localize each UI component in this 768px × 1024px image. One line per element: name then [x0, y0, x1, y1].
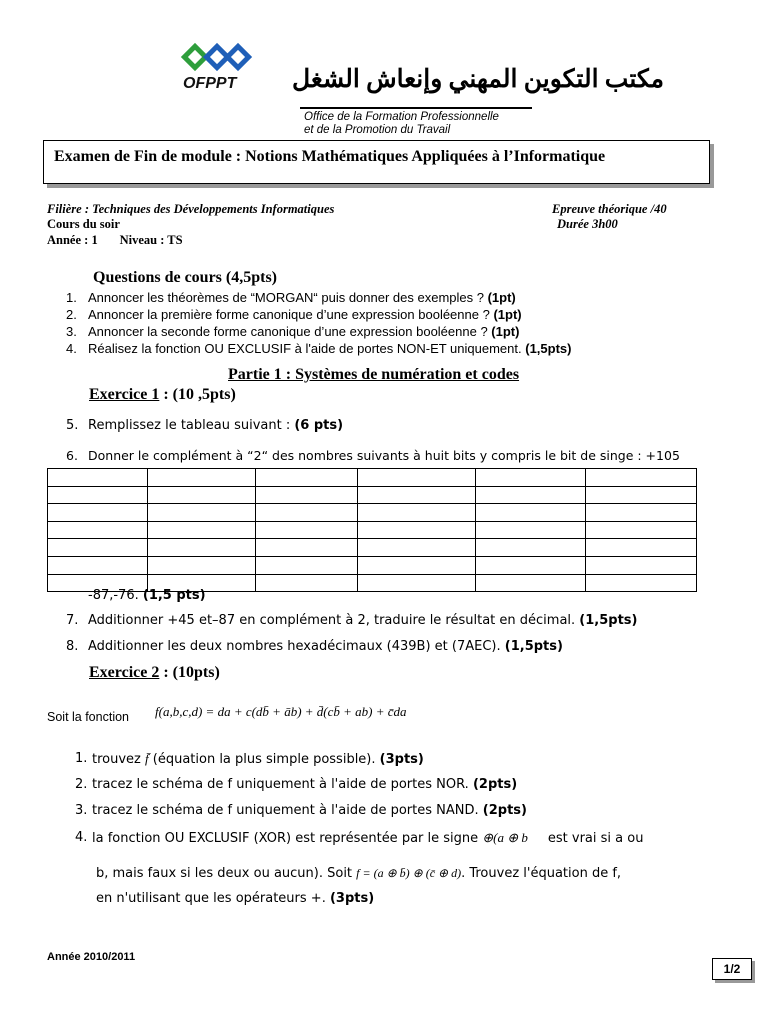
table-cell[interactable]	[256, 469, 358, 487]
question-text: Donner le complément à “2“ des nombres suivants à huit bits y compris le bit de singe : +105	[88, 448, 680, 463]
epreuve: Epreuve théorique /40	[552, 202, 667, 216]
question-text-body: b, mais faux si les deux ou aucun). Soit	[96, 866, 357, 881]
table-cell[interactable]	[148, 521, 256, 539]
question-text-body: Annoncer la seconde forme canonique d’une expression booléenne ?	[88, 324, 492, 339]
logo-blue-diamond-2	[224, 43, 252, 71]
question-text-body: Additionner +45 et–87 en complément à 2, traduire le résultat en décimal.	[88, 613, 580, 628]
question-text-body: Annoncer la première forme canonique d’une expression booléenne ?	[88, 307, 494, 322]
table-cell[interactable]	[358, 574, 476, 592]
table-cell[interactable]	[148, 504, 256, 522]
question-text-body: Réalisez la fonction OU EXCLUSIF à l'aide de portes NON-ET uniquement.	[88, 341, 526, 356]
question-text-pre: trouvez	[92, 752, 145, 767]
exam-title-box	[43, 140, 710, 184]
question-text	[92, 803, 527, 818]
table-cell[interactable]	[48, 521, 148, 539]
question-6-continued	[88, 588, 206, 603]
table-cell[interactable]	[586, 539, 697, 557]
table-cell[interactable]	[358, 521, 476, 539]
table-row	[48, 469, 697, 487]
table-cell[interactable]	[476, 539, 586, 557]
question-text	[88, 341, 571, 356]
question-2	[66, 307, 522, 322]
question-text	[88, 639, 563, 654]
question-text	[88, 324, 519, 339]
table-row	[48, 539, 697, 557]
table-cell[interactable]	[256, 556, 358, 574]
annee-niveau: Année : 1 Niveau : TS	[47, 233, 183, 247]
question-6	[66, 448, 680, 463]
exam-title: Examen de Fin de module : Notions Mathématiques Appliquées à l’Informatique	[54, 148, 606, 165]
table-cell[interactable]	[358, 556, 476, 574]
question-points: (3pts)	[379, 752, 424, 767]
question-7	[66, 613, 638, 628]
table-cell[interactable]	[586, 556, 697, 574]
question-points: (1pt)	[491, 324, 520, 339]
soit-la-fonction: Soit la fonction	[47, 710, 129, 724]
page-number: 1/2	[712, 958, 752, 980]
exercice2-heading	[89, 664, 220, 682]
table-cell[interactable]	[358, 469, 476, 487]
question-1	[66, 290, 516, 305]
table-cell[interactable]	[48, 556, 148, 574]
question-points: (1,5 pts)	[142, 588, 206, 603]
question-points: (1pt)	[487, 290, 516, 305]
conversion-table	[47, 468, 697, 592]
exercise2-question-2	[75, 777, 518, 792]
exercice2-points: : (10pts)	[159, 664, 220, 681]
f-bar-symbol: f̄	[145, 751, 149, 766]
cours-du-soir: Cours du soir	[47, 217, 120, 231]
question-text-body: tracez le schéma de f uniquement à l'aide de portes NAND.	[92, 803, 483, 818]
table-cell[interactable]	[148, 469, 256, 487]
question-points: (1,5pts)	[579, 613, 638, 628]
table-row	[48, 521, 697, 539]
question-text-body: Annoncer les théorèmes de “MORGAN“ puis donner des exemples ?	[88, 290, 488, 305]
question-text	[88, 613, 637, 628]
question-points: (1pt)	[493, 307, 522, 322]
office-line-1: Office de la Formation Professionnelle	[304, 111, 499, 123]
table-cell[interactable]	[586, 469, 697, 487]
f-xor-formula: f = (a ⊕ b̄) ⊕ (c̄ ⊕ d)	[356, 866, 462, 880]
question-number: 5.	[66, 418, 79, 433]
questions-cours-title: Questions de cours (4,5pts)	[93, 269, 278, 286]
table-cell[interactable]	[148, 556, 256, 574]
table-cell[interactable]	[586, 574, 697, 592]
question-text-tail: . Trouvez l'équation de f,	[461, 866, 622, 881]
question-text	[92, 751, 424, 767]
duree: Durée 3h00	[557, 217, 618, 231]
table-cell[interactable]	[48, 504, 148, 522]
table-cell[interactable]	[476, 504, 586, 522]
question-text	[92, 777, 517, 792]
question-points: (3pts)	[329, 891, 375, 906]
filiere: Filière : Techniques des Développements Informatiques	[47, 202, 335, 216]
question-number: 8.	[66, 639, 79, 654]
question-4	[66, 341, 572, 356]
question-text-body: la fonction OU EXCLUSIF (XOR) est représentée par le signe	[92, 831, 483, 846]
partie1-title: Partie 1 : Systèmes de numération et codes	[228, 366, 520, 383]
table-cell[interactable]	[148, 486, 256, 504]
table-cell[interactable]	[256, 504, 358, 522]
table-cell[interactable]	[256, 521, 358, 539]
table-cell[interactable]	[256, 574, 358, 592]
question-number: 2.	[66, 307, 77, 322]
question-5	[66, 418, 344, 433]
question-text-body: Remplissez le tableau suivant :	[88, 418, 295, 433]
question-points: (2pts)	[472, 777, 518, 792]
table-cell[interactable]	[476, 486, 586, 504]
table-cell[interactable]	[256, 539, 358, 557]
question-points: (2pts)	[482, 803, 527, 818]
footer-year: Année 2010/2011	[47, 951, 136, 963]
question-number: 1.	[75, 751, 88, 766]
table-cell[interactable]	[148, 539, 256, 557]
exercice1-points: : (10 ,5pts)	[159, 386, 236, 403]
question-points: (6 pts)	[294, 418, 344, 433]
question-text-body: Additionner les deux nombres hexadécimaux (439B) et (7AEC).	[88, 639, 505, 654]
table-cell[interactable]	[586, 504, 697, 522]
xor-symbol: ⊕(a ⊕ b	[482, 830, 528, 845]
question-8	[66, 639, 563, 654]
question-number: 4.	[66, 341, 77, 356]
question-number: 6.	[66, 448, 78, 463]
table-cell[interactable]	[476, 521, 586, 539]
exercise2-question-1	[75, 751, 424, 767]
header-rule	[300, 107, 532, 109]
table-cell[interactable]	[48, 469, 148, 487]
logo-text: OFPPT	[183, 75, 237, 92]
question-3	[66, 324, 520, 339]
question-4-line-1	[75, 830, 644, 846]
table-row	[48, 556, 697, 574]
table-cell[interactable]	[358, 486, 476, 504]
question-text	[88, 290, 516, 305]
question-points: (1,5pts)	[504, 639, 563, 654]
table-cell[interactable]	[476, 574, 586, 592]
question-text	[88, 307, 522, 322]
table-cell[interactable]	[358, 504, 476, 522]
question-number: 3.	[66, 324, 77, 339]
table-row	[48, 504, 697, 522]
table-cell[interactable]	[476, 469, 586, 487]
table-cell[interactable]	[256, 486, 358, 504]
table-cell[interactable]	[476, 556, 586, 574]
exercice1-heading	[89, 386, 236, 404]
question-text	[88, 418, 343, 433]
question-4-line-2	[96, 866, 621, 881]
table-row	[48, 486, 697, 504]
question-text-body: en n'utilisant que les opérateurs +.	[96, 891, 330, 906]
office-line-2: et de la Promotion du Travail	[304, 124, 451, 136]
arabic-title: مكتب التكوين المهني وإنعاش الشغل	[292, 66, 665, 93]
table-cell[interactable]	[358, 539, 476, 557]
question-text-tail: est vrai si a ou	[547, 831, 644, 846]
question-text	[92, 830, 643, 846]
exercice1-label: Exercice 1	[89, 386, 160, 403]
question-number: 1.	[66, 290, 77, 305]
question-text-body: (équation la plus simple possible).	[148, 752, 380, 767]
question-text-body: -87,-76.	[88, 588, 143, 603]
question-number: 4.	[75, 830, 88, 845]
table-cell[interactable]	[48, 486, 148, 504]
exercise2-question-3	[75, 803, 527, 818]
function-formula: f(a,b,c,d) = da + c(db̄ + āb) + d̄(cb̄ + ab) + c̄da	[155, 704, 407, 719]
question-text-body: tracez le schéma de f uniquement à l'aide de portes NOR.	[92, 777, 473, 792]
question-number: 2.	[75, 777, 88, 792]
table-cell[interactable]	[48, 539, 148, 557]
exercice2-label: Exercice 2	[89, 664, 160, 681]
question-number: 3.	[75, 803, 88, 818]
table-cell[interactable]	[586, 486, 697, 504]
question-points: (1,5pts)	[525, 341, 572, 356]
question-number: 7.	[66, 613, 79, 628]
question-4-line-3	[96, 891, 374, 906]
table-cell[interactable]	[586, 521, 697, 539]
